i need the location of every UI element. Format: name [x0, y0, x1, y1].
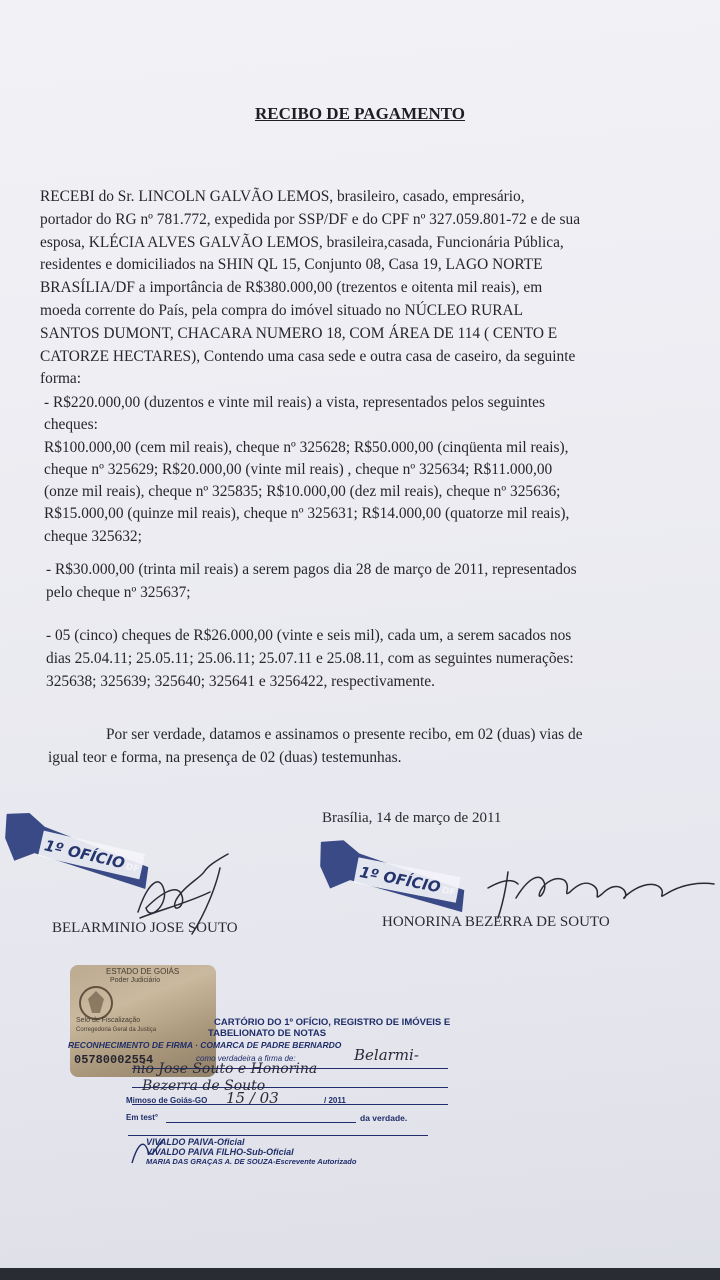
- notary-da-verdade: da verdade.: [360, 1113, 408, 1123]
- text-line: (onze mil reais), cheque nº 325835; R$10.000,00 (dez mil reais), cheque nº 325636;: [44, 483, 561, 501]
- notary-stamp: [66, 965, 456, 1173]
- oficio-suffix: DF: [124, 862, 141, 875]
- text-line: dias 25.04.11; 25.05.11; 25.06.11; 25.07.11 e 25.08.11, com as seguintes numerações:: [46, 649, 574, 667]
- paragraph-five-cheques: [46, 625, 694, 693]
- paragraph-received: [40, 186, 685, 391]
- notary-date-hand: 15 / 03: [226, 1089, 279, 1107]
- text-line: 325638; 325639; 325640; 325641 e 3256422, respectivamente.: [46, 672, 435, 690]
- paragraph-cheques: [44, 392, 689, 548]
- notary-place: Mimoso de Goiás-GO: [126, 1096, 208, 1105]
- place-date: Brasília, 14 de março de 2011: [322, 810, 502, 826]
- text-line: SANTOS DUMONT, CHACARA NUMERO 18, COM ÁREA DE 114 ( CENTO E: [40, 324, 558, 342]
- text-line: residentes e domiciliados na SHIN QL 15, Conjunto 08, Casa 19, LAGO NORTE: [40, 256, 543, 274]
- text-line: forma:: [40, 370, 82, 388]
- text-line: R$15.000,00 (quinze mil reais), cheque nº 325631; R$14.000,00 (quatorze mil reais),: [44, 505, 570, 523]
- paragraph-closing: [48, 724, 694, 770]
- text-line: CATORZE HECTARES), Contendo uma casa sede e outra casa de caseiro, da seguinte: [40, 347, 576, 365]
- text-line: cheques:: [44, 416, 98, 434]
- text-line: portador do RG nº 781.772, expedida por SSP/DF e do CPF nº 327.059.801-72 e de sua: [40, 210, 581, 228]
- oficio-label: 1º OFÍCIO: [42, 836, 127, 873]
- text-line: cheque 325632;: [44, 527, 142, 545]
- text-line: cheque nº 325629; R$20.000,00 (vinte mil reais) , cheque nº 325634; R$11.000,00: [44, 460, 553, 478]
- notary-comarca: RECONHECIMENTO DE FIRMA · COMARCA DE PADRE BERNARDO: [68, 1040, 342, 1050]
- notary-hand-3: Bezerra de Souto: [142, 1078, 266, 1094]
- notary-line: [166, 1122, 356, 1123]
- seal-fiscal: Selo de Fiscalização: [76, 1017, 141, 1024]
- text-line: BRASÍLIA/DF a importância de R$380.000,00 (trezentos e oitenta mil reais), em: [40, 279, 543, 297]
- text-line: - R$30.000,00 (trinta mil reais) a serem pagos dia 28 de março de 2011, representados: [46, 561, 577, 578]
- text-line: - R$220.000,00 (duzentos e vinte mil reais) a vista, representados pelos seguintes: [44, 394, 545, 411]
- notary-hand-1: Belarmi-: [354, 1046, 419, 1064]
- signer-left-name: BELARMINIO JOSE SOUTO: [52, 920, 238, 936]
- notary-line: [128, 1135, 428, 1136]
- text-line: R$100.000,00 (cem mil reais), cheque nº 325628; R$50.000,00 (cinqüenta mil reais),: [44, 438, 569, 456]
- notary-official-2: VIVALDO PAIVA FILHO-Sub-Oficial: [146, 1147, 294, 1157]
- text-line: RECEBI do Sr. LINCOLN GALVÃO LEMOS, brasileiro, casado, empresário,: [40, 188, 525, 205]
- seal-state: ESTADO DE GOIÁS: [106, 967, 180, 976]
- text-line: pelo cheque nº 325637;: [46, 583, 191, 601]
- seal-judiciary: Poder Judiciário: [110, 977, 161, 984]
- notary-hand-2: nio Jose Souto e Honorina: [132, 1061, 318, 1077]
- oficio-ribbon-icon: [311, 836, 477, 923]
- notary-initials-icon: [128, 1133, 168, 1169]
- oficio-label: 1º OFÍCIO: [358, 863, 443, 897]
- text-line: - 05 (cinco) cheques de R$26.000,00 (vinte e seis mil), cada um, a serem sacados nos: [46, 627, 572, 644]
- notary-official-3: MARIA DAS GRAÇAS A. DE SOUZA-Escrevente Autorizado: [146, 1157, 357, 1166]
- document-title: RECIBO DE PAGAMENTO: [254, 104, 465, 123]
- seal-corregedoria: Corregedoria Geral da Justiça: [76, 1027, 157, 1033]
- seal-code: 05780002554: [74, 1053, 154, 1067]
- notary-office: CARTÓRIO DO 1º OFÍCIO, REGISTRO DE IMÓVEIS E: [214, 1017, 451, 1028]
- text-line: esposa, KLÉCIA ALVES GALVÃO LEMOS, brasileira,casada, Funcionária Pública,: [40, 233, 564, 251]
- text-line: moeda corrente do País, pela compra do imóvel situado no NÚCLEO RURAL: [40, 301, 523, 319]
- notary-tabelionato: TABELIONATO DE NOTAS: [208, 1028, 327, 1039]
- notary-official-1: VIVALDO PAIVA-Oficial: [146, 1137, 245, 1147]
- text-line: igual teor e forma, na presença de 02 (duas) testemunhas.: [48, 748, 402, 766]
- paragraph-thirty-thousand: [46, 559, 691, 605]
- notary-year: / 2011: [324, 1096, 346, 1105]
- notary-em-test: Em test°: [126, 1113, 159, 1122]
- oficio-suffix: DF: [440, 885, 457, 899]
- text-line: Por ser verdade, datamos e assinamos o presente recibo, em 02 (duas) vias de: [106, 726, 583, 743]
- signer-right-name: HONORINA BEZERRA DE SOUTO: [382, 914, 610, 930]
- notary-firma-label: como verdadeira a firma de:: [196, 1054, 296, 1063]
